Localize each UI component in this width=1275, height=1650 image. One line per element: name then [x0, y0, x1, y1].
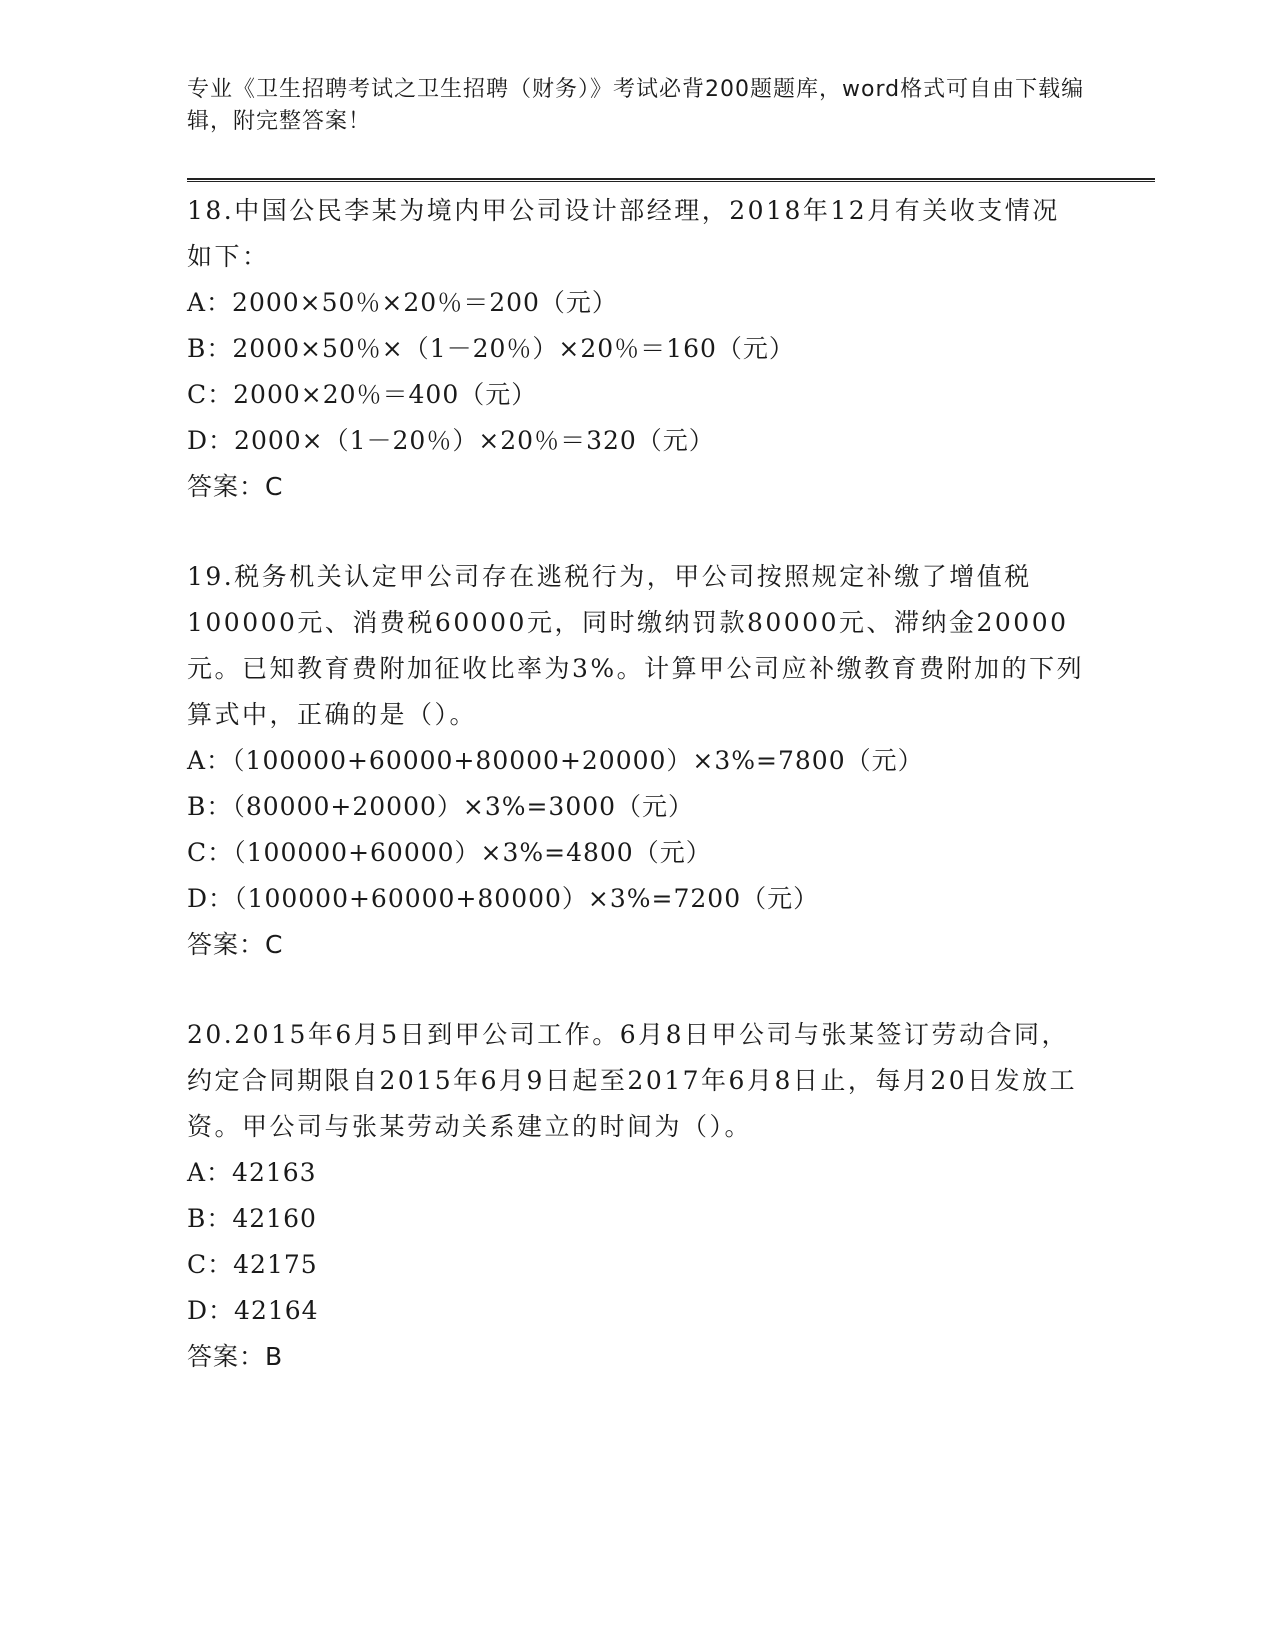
option-a: A：42163 [187, 1158, 317, 1187]
question-stem: 18.中国公民李某为境内甲公司设计部经理，2018年12月有关收支情况如下： [187, 196, 1060, 271]
option-a: A：（100000+60000+80000+20000）×3%=7800（元） [187, 746, 924, 775]
answer-line: 答案：C [187, 930, 284, 959]
answer-line: 答案：B [187, 1342, 284, 1371]
question-stem: 19.税务机关认定甲公司存在逃税行为，甲公司按照规定补缴了增值税100000元、消费税60000元，同时缴纳罚款80000元、滞纳金20000元。已知教育费附加征收比率为3%。计算甲公司应补缴教育费附加的下列算式中，正确的是（）。 [187, 562, 1085, 729]
header-divider [187, 178, 1155, 182]
question-stem: 20.2015年6月5日到甲公司工作。6月8日甲公司与张某签订劳动合同，约定合同期限自2015年6月9日起至2017年6月8日止，每月20日发放工资。甲公司与张某劳动关系建立的时间为（）。 [187, 1020, 1078, 1141]
document-header: 专业《卫生招聘考试之卫生招聘（财务）》考试必背200题题库，word格式可自由下载编辑，附完整答案！ [187, 77, 1085, 134]
question-18 [187, 188, 1087, 510]
option-c: C：（100000+60000）×3%=4800（元） [187, 838, 712, 867]
option-c: C：42175 [187, 1250, 318, 1279]
answer-line: 答案：C [187, 472, 284, 501]
option-b: B：2000×50％×（1－20％）×20％＝160（元） [187, 334, 795, 363]
question-19 [187, 554, 1087, 968]
option-a: A：2000×50％×20％＝200（元） [187, 288, 618, 317]
option-c: C：2000×20％＝400（元） [187, 380, 538, 409]
option-d: D：2000×（1－20％）×20％＝320（元） [187, 426, 715, 455]
question-20 [187, 1012, 1087, 1380]
option-d: D：42164 [187, 1296, 319, 1325]
option-d: D：（100000+60000+80000）×3%=7200（元） [187, 884, 820, 913]
question-list [187, 188, 1087, 1424]
option-b: B：42160 [187, 1204, 317, 1233]
option-b: B：（80000+20000）×3%=3000（元） [187, 792, 695, 821]
